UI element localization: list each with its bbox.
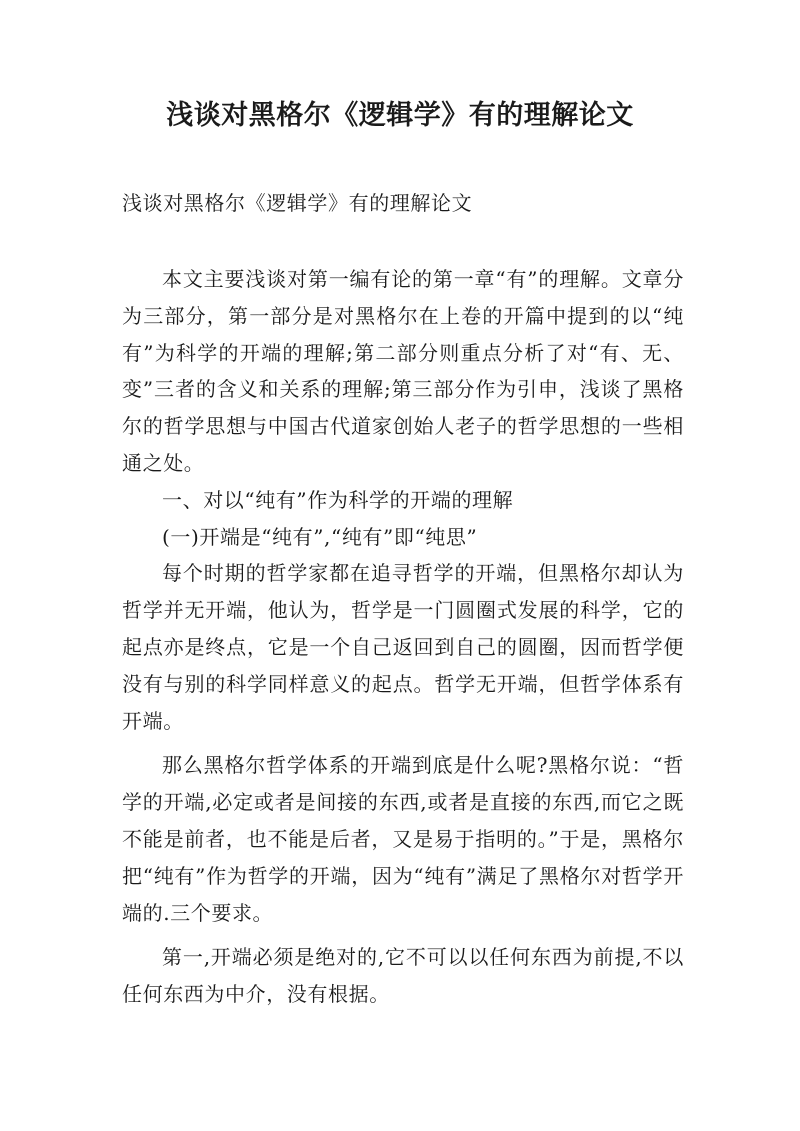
paragraph: 每个时期的哲学家都在追寻哲学的开端，但黑格尔却认为哲学并无开端，他认为，哲学是一门圆圈式发展的科学，它的起点亦是终点，它是一个自己返回到自己的圆圈，因而哲学便没有与别的科学同样意义的起点。哲学无开端，但哲学体系有开端。 — [122, 561, 684, 733]
subsection-heading: (一)开端是“纯有”,“纯有”即“纯思” — [162, 524, 478, 549]
document-title: 浅谈对黑格尔《逻辑学》有的理解论文 — [166, 100, 634, 131]
paragraph: 第一,开端必须是绝对的,它不可以以任何东西为前提,不以任何东西为中介，没有根据。 — [122, 945, 684, 1007]
document-body — [122, 261, 684, 1013]
paragraph-abstract: 本文主要浅谈对第一编有论的第一章“有”的理解。文章分为三部分，第一部分是对黑格尔在上卷的开篇中提到的以“纯有”为科学的开端的理解;第二部分则重点分析了对“有、无、变”三者的含义和关系的理解;第三部分作为引申，浅谈了黑格尔的哲学思想与中国古代道家创始人老子的哲学思想的一些相通之处。 — [122, 267, 684, 475]
paragraph: 那么黑格尔哲学体系的开端到底是什么呢?黑格尔说：“哲学的开端,必定或者是间接的东西,或者是直接的东西,而它之既不能是前者，也不能是后者，又是易于指明的。”于是，黑格尔把“纯有”作为哲学的开端，因为“纯有”满足了黑格尔对哲学开端的.三个要求。 — [122, 753, 684, 925]
document-subtitle: 浅谈对黑格尔《逻辑学》有的理解论文 — [122, 191, 473, 215]
section-heading: 一、对以“纯有”作为科学的开端的理解 — [162, 487, 514, 512]
